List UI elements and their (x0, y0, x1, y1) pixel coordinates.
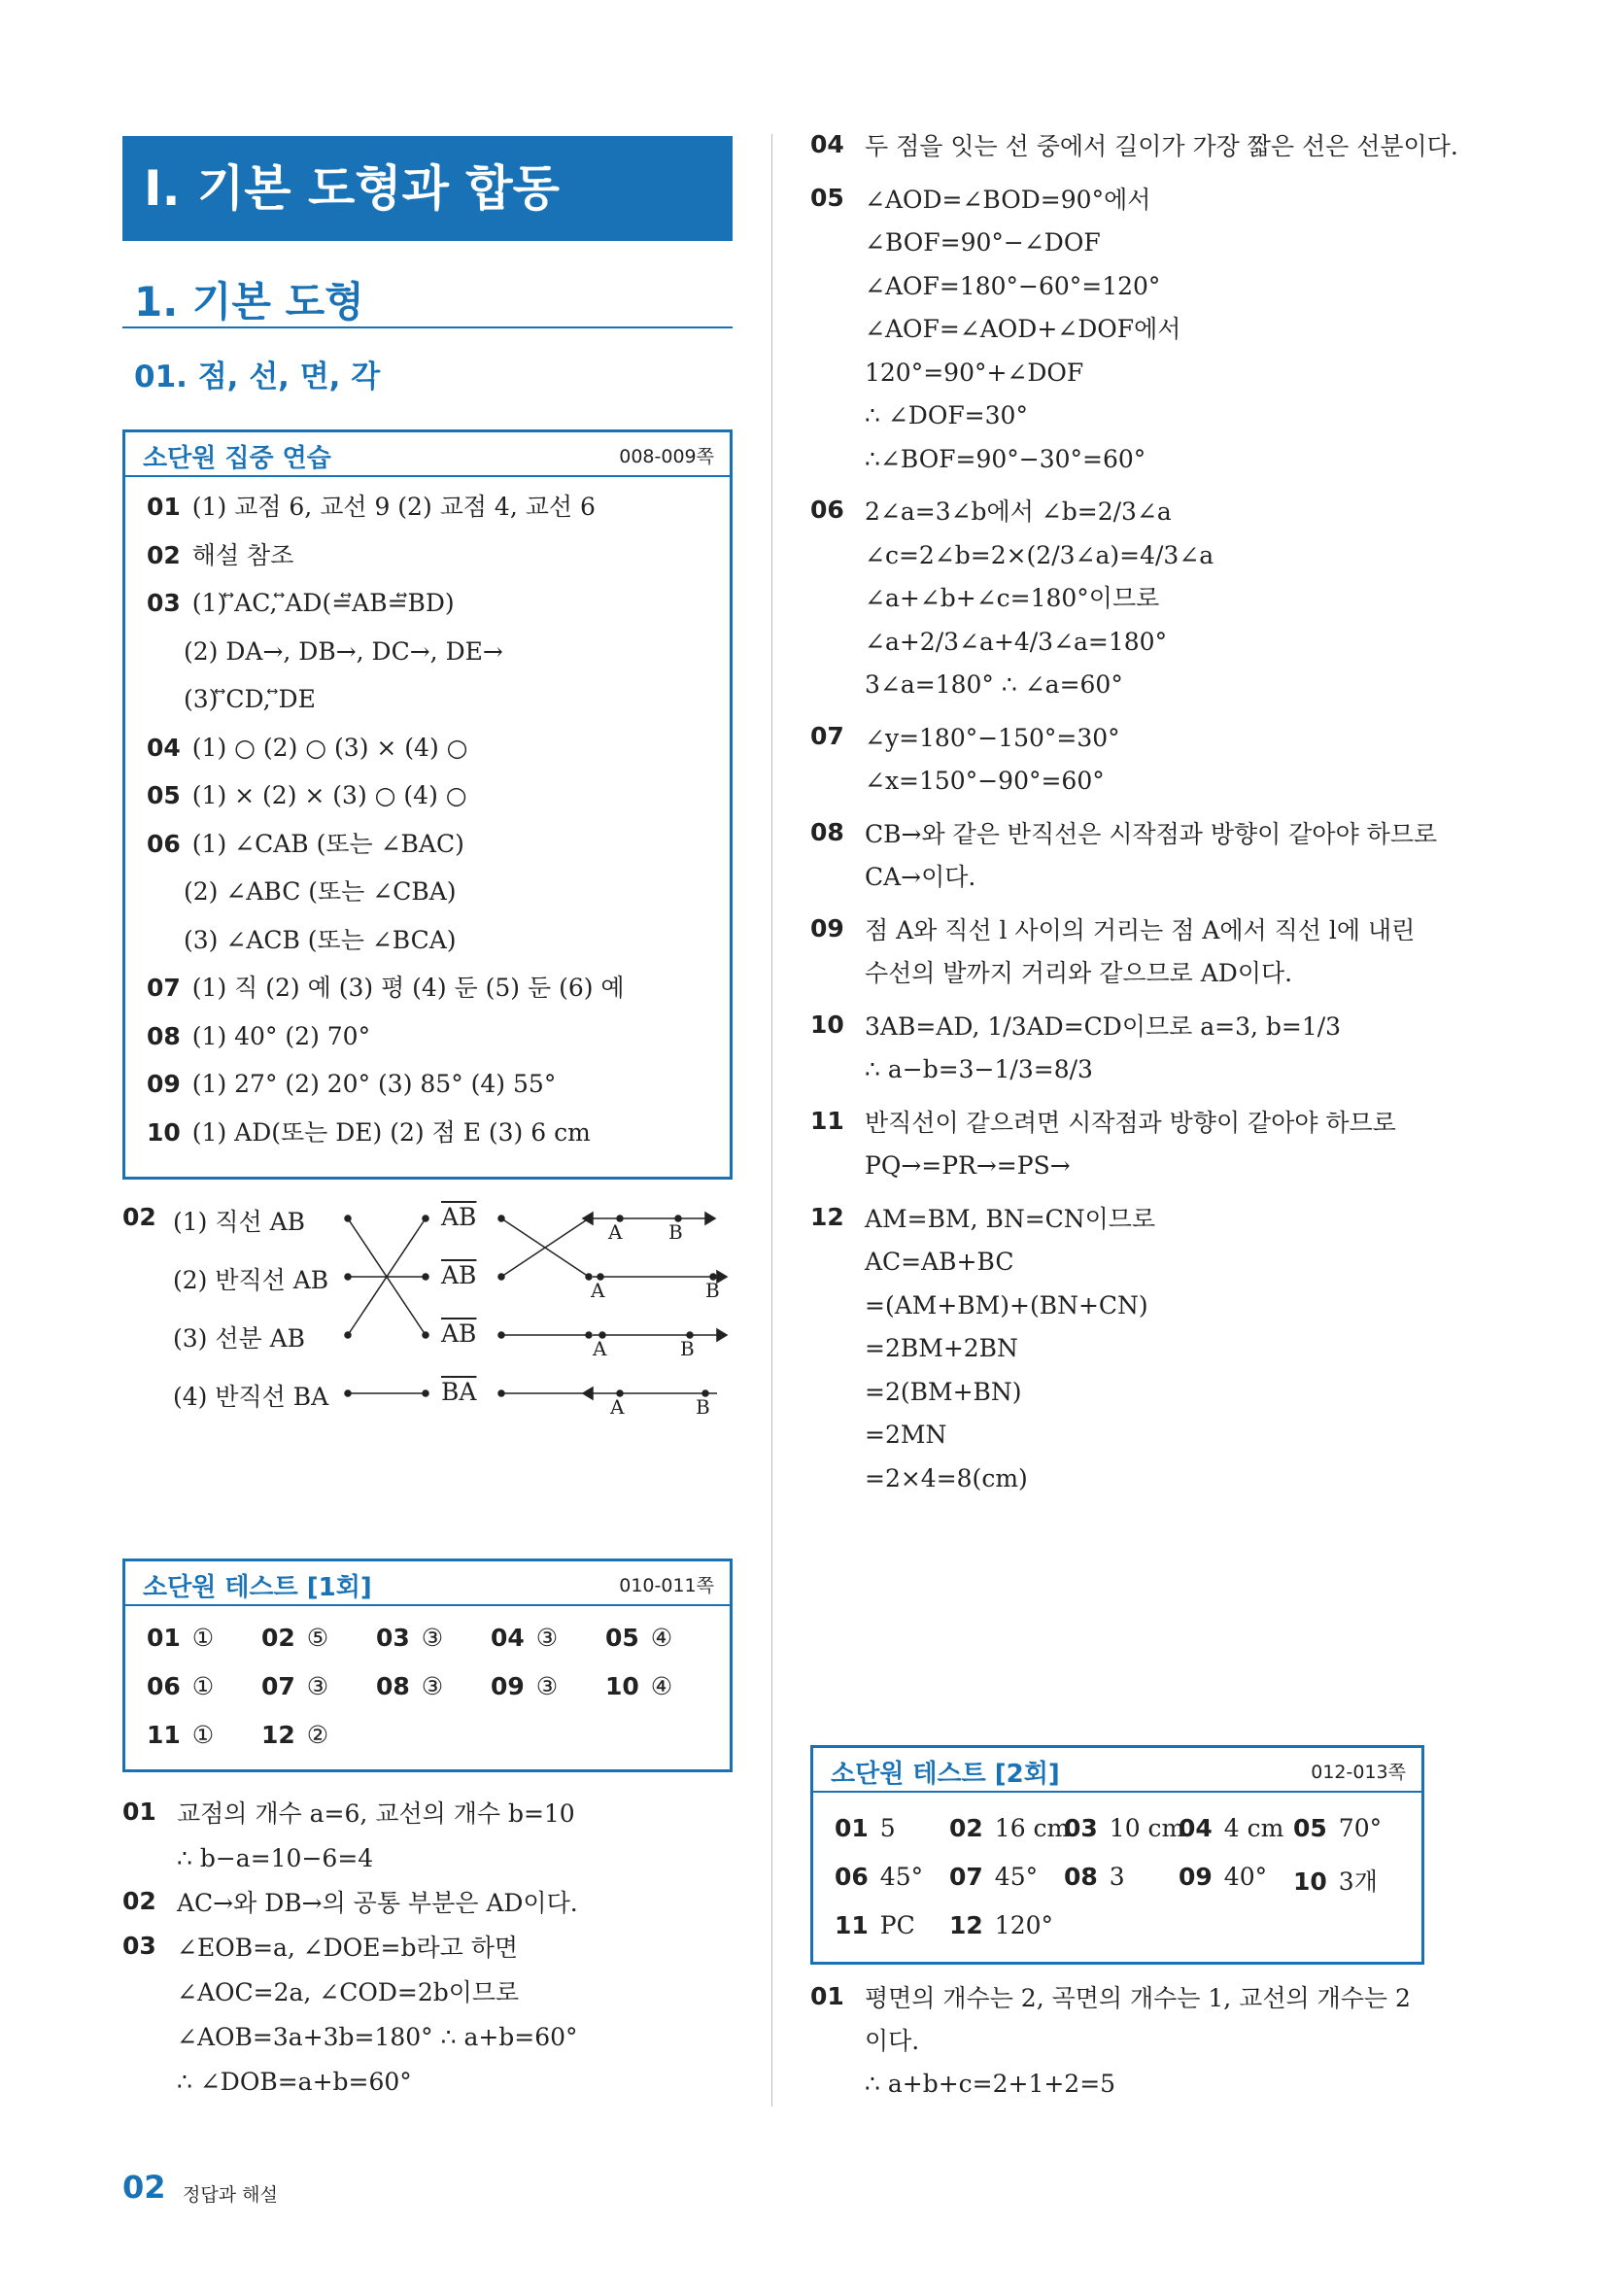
practice-line (147, 539, 293, 572)
answer-value: ② (306, 1721, 329, 1749)
answer-number: 04 (1179, 1814, 1213, 1842)
match-pt-1b: B (668, 1220, 683, 1244)
solution-line: =2×4=8(cm) (865, 1463, 1028, 1492)
answer-number: 08 (376, 1672, 410, 1700)
practice-line (147, 1116, 591, 1149)
practice-line (147, 587, 455, 620)
practice-line (147, 491, 596, 524)
test1-solutions (122, 1798, 733, 2118)
answer-number: 01 (147, 1624, 181, 1652)
item-text: (1) ∠CAB (또는 ∠BAC) (191, 829, 464, 858)
solution-line: 두 점을 잇는 선 중에서 길이가 가장 짧은 선은 선분이다. (865, 132, 1458, 160)
item-number: 08 (147, 1021, 181, 1050)
match-mid-4: $\overline{BA}$ (441, 1378, 477, 1406)
answer-number: 05 (605, 1624, 639, 1652)
practice-box-title: 소단원 집중 연습 (143, 444, 331, 473)
solution-line: ∠a+∠b+∠c=180°이므로 (865, 584, 1160, 612)
answer-cell (261, 1721, 328, 1749)
practice-line (147, 683, 316, 716)
solution-line: 평면의 개수는 2, 곡면의 개수는 1, 교선의 개수는 2 (865, 1984, 1411, 2012)
answer-cell (1293, 1863, 1378, 1898)
item-number: 05 (147, 781, 181, 809)
solution-number: 11 (810, 1106, 844, 1135)
solution-line: 3AB=AD, 1/3AD=CD이므로 a=3, b=1/3 (865, 1011, 1342, 1041)
item-text: (2) ∠ABC (또는 ∠CBA) (184, 877, 457, 906)
match-left-4: (4) 반직선 BA (173, 1383, 329, 1411)
item-text: (1) 직 (2) 예 (3) 평 (4) 둔 (5) 둔 (6) 예 (191, 974, 625, 1002)
answer-number: 06 (147, 1672, 181, 1700)
practice-line (147, 635, 503, 668)
answer-cell (835, 1814, 896, 1842)
test2-solutions (810, 1982, 1432, 2118)
solution-line: AM=BM, BN=CN이므로 (865, 1204, 1156, 1233)
practice-line (147, 828, 464, 861)
test2-box-header (813, 1748, 1421, 1793)
solution-line: ∠BOF=90°−∠DOF (865, 228, 1101, 257)
solution-line: ∠y=180°−150°=30° (865, 723, 1120, 752)
chapter-banner: Ⅰ. 기본 도형과 합동 (122, 136, 733, 241)
match-left-2: (2) 반직선 AB (173, 1266, 329, 1294)
item-number: 04 (147, 733, 181, 762)
answer-value: ① (191, 1672, 215, 1700)
answer-cell (491, 1624, 558, 1652)
item-text: (2) DA→, DB→, DC→, DE→ (184, 636, 503, 666)
answer-number: 10 (605, 1672, 639, 1700)
solution-number: 12 (810, 1202, 844, 1231)
solution-line: ∴ a−b=3−1/3=8/3 (865, 1055, 1093, 1083)
answer-cell (147, 1624, 214, 1652)
solution-number: 10 (810, 1010, 844, 1039)
item-text: 해설 참조 (191, 540, 294, 569)
answer-cell (605, 1624, 672, 1652)
test2-box (810, 1745, 1424, 1965)
solution-line: 수선의 발까지 거리와 같으므로 AD이다. (865, 959, 1293, 987)
solution-line: 이다. (865, 2027, 920, 2055)
test1-box (122, 1559, 733, 1772)
practice-line (147, 779, 467, 812)
answer-number: 09 (491, 1672, 525, 1700)
answer-number: 07 (949, 1863, 983, 1891)
item-text: (1) × (2) × (3) ○ (4) ○ (191, 781, 467, 809)
practice-box-header (125, 432, 730, 477)
solution-number: 07 (810, 721, 844, 750)
solution-number: 08 (810, 817, 844, 846)
subsection-title: 01. 점, 선, 면, 각 (134, 360, 381, 394)
test1-box-title: 소단원 테스트 [1회] (143, 1573, 372, 1602)
match-pt-4b: B (696, 1395, 710, 1419)
item-number: 01 (147, 493, 181, 521)
item-text: (1) AD(또는 DE) (2) 점 E (3) 6 cm (191, 1117, 591, 1147)
solution-line: 120°=90°+∠DOF (865, 358, 1084, 387)
solution-line: CB→와 같은 반직선은 시작점과 방향이 같아야 하므로 (865, 819, 1438, 848)
match-left-1: (1) 직선 AB (173, 1208, 306, 1236)
answer-value: ④ (650, 1672, 673, 1700)
answer-cell (835, 1911, 915, 1939)
item-text: (3) ⃡CD, ⃡DE (184, 685, 316, 713)
answer-number: 12 (261, 1721, 295, 1749)
match-mid-2: $\overline{AB}$ (441, 1261, 477, 1289)
answer-number: 01 (835, 1814, 869, 1842)
item-text: (1) ⃡AC, ⃡AD(=⃡AB=⃡BD) (191, 589, 455, 617)
answer-cell (949, 1863, 1038, 1891)
solution-line: ∴∠BOF=90°−30°=60° (865, 444, 1146, 473)
answer-cell (605, 1672, 672, 1700)
answer-cell (1064, 1863, 1125, 1891)
matching-lines (122, 1195, 733, 1428)
solution-number: 09 (810, 913, 844, 942)
answer-value: ① (191, 1624, 215, 1652)
solution-line: ∠x=150°−90°=60° (865, 767, 1105, 795)
answer-number: 06 (835, 1863, 869, 1891)
item-number: 07 (147, 974, 181, 1002)
item-number: 10 (147, 1117, 181, 1147)
section-title: 1. 기본 도형 (134, 278, 364, 326)
item-text: (1) 40° (2) 70° (191, 1021, 371, 1050)
solution-line: 2∠a=3∠b에서 ∠b=2/3∠a (865, 497, 1172, 526)
answer-value: ⑤ (306, 1624, 329, 1652)
answer-cell (949, 1814, 1070, 1842)
answer-value: 5 (879, 1814, 896, 1842)
match-pt-2a: A (591, 1279, 605, 1302)
answer-number: 11 (147, 1721, 181, 1749)
test1-box-header (125, 1561, 730, 1606)
answer-value: 120° (994, 1911, 1054, 1939)
answer-value: ③ (421, 1672, 444, 1700)
item-text: (1) 27° (2) 20° (3) 85° (4) 55° (191, 1070, 557, 1098)
test1-box-pages: 010-011쪽 (619, 1575, 714, 1596)
practice-line (147, 875, 457, 908)
answer-value: ④ (650, 1624, 673, 1652)
answer-value: 3개 (1338, 1868, 1378, 1896)
solution-line: ∠EOB=a, ∠DOE=b라고 하면 (177, 1934, 519, 1962)
solution-line: =2BM+2BN (865, 1334, 1018, 1362)
answer-value: 70° (1338, 1814, 1383, 1842)
match-mid-1: $\overline{AB}$ (441, 1203, 477, 1231)
solution-line: ∴ ∠DOF=30° (865, 401, 1028, 429)
solution-number: 01 (122, 1798, 156, 1826)
solution-line: ∠AOD=∠BOD=90°에서 (865, 185, 1151, 214)
item-text: (1) 교점 6, 교선 9 (2) 교점 4, 교선 6 (191, 493, 596, 521)
match-pt-1a: A (608, 1220, 623, 1244)
answer-cell (1293, 1814, 1382, 1842)
column-divider (771, 134, 772, 2107)
solution-line: ∠AOF=180°−60°=120° (865, 271, 1161, 300)
answer-number: 03 (1064, 1814, 1098, 1842)
answer-value: 40° (1223, 1863, 1268, 1891)
match-mid-3: $\overline{AB}$ (441, 1319, 477, 1348)
answer-value: ③ (306, 1672, 329, 1700)
answer-value: 45° (879, 1863, 924, 1891)
practice-line (147, 972, 625, 1005)
answer-cell (261, 1672, 328, 1700)
solution-line: ∠AOF=∠AOD+∠DOF에서 (865, 315, 1181, 343)
item-text: (1) ○ (2) ○ (3) × (4) ○ (191, 733, 468, 762)
answer-number: 10 (1293, 1868, 1327, 1896)
answer-cell (949, 1911, 1053, 1939)
answer-cell (491, 1672, 558, 1700)
solution-line: CA→이다. (865, 863, 976, 891)
answer-value: 4 cm (1223, 1814, 1284, 1842)
solution-line: 교점의 개수 a=6, 교선의 개수 b=10 (177, 1799, 575, 1828)
solution-line: =2(BM+BN) (865, 1377, 1022, 1406)
solution-line: ∴ ∠DOB=a+b=60° (177, 2068, 412, 2096)
footer-label: 정답과 해설 (183, 2184, 278, 2206)
answer-number: 12 (949, 1911, 983, 1939)
answer-value: 10 cm (1109, 1814, 1185, 1842)
answer-value: ③ (535, 1624, 559, 1652)
answer-cell (1064, 1814, 1184, 1842)
solution-line: =(AM+BM)+(BN+CN) (865, 1290, 1148, 1319)
item-number: 02 (147, 540, 181, 569)
section-underline (122, 326, 733, 328)
match-pt-3a: A (593, 1337, 607, 1360)
matching-number: 02 (122, 1203, 156, 1231)
answer-value: ① (191, 1721, 215, 1749)
solution-number: 04 (810, 130, 844, 158)
solution-number: 06 (810, 496, 844, 524)
answer-number: 11 (835, 1911, 869, 1939)
match-pt-3b: B (680, 1337, 695, 1360)
answer-value: PC (879, 1911, 915, 1939)
answer-cell (147, 1721, 214, 1749)
answer-cell (1179, 1863, 1267, 1891)
practice-line (147, 1020, 370, 1053)
match-pt-2b: B (705, 1279, 720, 1302)
answer-value: ③ (535, 1672, 559, 1700)
practice-line (147, 1068, 556, 1101)
solution-line: 점 A와 직선 l 사이의 거리는 점 A에서 직선 l에 내린 (865, 915, 1416, 944)
solution-line: ∠AOB=3a+3b=180° ∴ a+b=60° (177, 2023, 578, 2051)
solution-line: ∠a+2/3∠a+4/3∠a=180° (865, 627, 1168, 656)
page-number: 02 (122, 2169, 166, 2206)
practice-box-pages: 008-009쪽 (619, 446, 714, 467)
item-number: 06 (147, 829, 181, 858)
answer-value: 45° (994, 1863, 1039, 1891)
match-left-3: (3) 선분 AB (173, 1324, 306, 1353)
answer-value: 3 (1109, 1863, 1125, 1891)
solution-line: =2MN (865, 1421, 947, 1449)
answer-cell (261, 1624, 328, 1652)
test2-box-title: 소단원 테스트 [2회] (831, 1760, 1060, 1789)
answer-cell (376, 1624, 443, 1652)
practice-line (147, 924, 457, 957)
answer-number: 09 (1179, 1863, 1213, 1891)
solution-line: ∴ b−a=10−6=4 (177, 1844, 374, 1872)
item-number: 03 (147, 589, 181, 617)
solution-line: AC=AB+BC (865, 1248, 1014, 1276)
answer-cell (376, 1672, 443, 1700)
test2-box-pages: 012-013쪽 (1311, 1762, 1406, 1783)
solution-line: ∠AOC=2a, ∠COD=2b이므로 (177, 1978, 520, 2006)
solution-line: ∠c=2∠b=2×(2/3∠a)=4/3∠a (865, 540, 1214, 569)
answer-value: ③ (421, 1624, 444, 1652)
answer-number: 05 (1293, 1814, 1327, 1842)
answer-cell (1179, 1814, 1283, 1842)
answer-number: 02 (949, 1814, 983, 1842)
answer-number: 02 (261, 1624, 295, 1652)
solution-line: ∴ a+b+c=2+1+2=5 (865, 2070, 1116, 2098)
answer-number: 08 (1064, 1863, 1098, 1891)
answer-value: 16 cm (994, 1814, 1071, 1842)
solution-number: 02 (122, 1887, 156, 1915)
practice-box (122, 429, 733, 1180)
solution-line: 3∠a=180° ∴ ∠a=60° (865, 670, 1123, 699)
answer-cell (147, 1672, 214, 1700)
practice-line (147, 732, 467, 765)
item-number: 09 (147, 1070, 181, 1098)
solution-line: AC→와 DB→의 공통 부분은 AD이다. (177, 1889, 578, 1917)
solution-number: 03 (122, 1932, 156, 1960)
answer-number: 04 (491, 1624, 525, 1652)
solution-number: 05 (810, 183, 844, 212)
practice-solutions (810, 130, 1458, 1627)
answer-cell (835, 1863, 923, 1891)
solution-line: 반직선이 같으려면 시작점과 방향이 같아야 하므로 (865, 1108, 1396, 1137)
answer-number: 03 (376, 1624, 410, 1652)
solution-line: PQ→=PR→=PS→ (865, 1151, 1071, 1180)
solution-number: 01 (810, 1982, 844, 2010)
item-text: (3) ∠ACB (또는 ∠BCA) (184, 925, 457, 954)
match-pt-4a: A (610, 1395, 625, 1419)
matching-diagram (122, 1195, 733, 1428)
answer-number: 07 (261, 1672, 295, 1700)
